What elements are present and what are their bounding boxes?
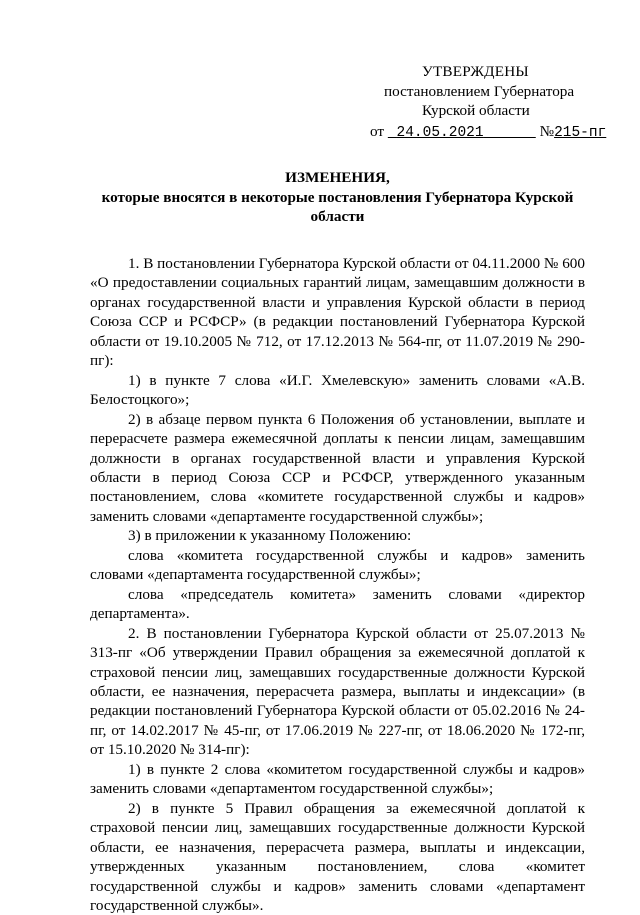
paragraph: 2) в абзаце первом пункта 6 Положения об установлении, выплате и перерасчете размера ежемесячной доплаты к пенсии лицам, замещавшим должности в органах государственной власти и управления Курской области в период Союза ССР и РСФСР, утвержденного указанным постановлением, слова «комитете государственной службы и кадров» заменить словами «департаменте государственной службы»;	[90, 410, 585, 525]
heading-line-2: которые вносятся в некоторые постановления Губернатора Курской области	[101, 188, 574, 225]
paragraph: 3) в приложении к указанному Положению:	[128, 527, 412, 545]
approval-block	[370, 62, 607, 143]
approval-by: постановлением Губернатора	[384, 82, 575, 100]
approval-date-line	[370, 122, 607, 144]
date-prefix: от	[370, 122, 388, 140]
approval-region: Курской области	[422, 102, 530, 119]
approval-date: 24.05.2021	[396, 124, 484, 141]
paragraph: 1) в пункте 2 слова «комитетом государственной службы и кадров» заменить словами «департаментом государственной службы»;	[90, 760, 585, 798]
paragraph: 1. В постановлении Губернатора Курской области от 04.11.2000 № 600 «О предоставлении социальных гарантий лицам, замещавшим должности в органах государственной власти и управления Курской области в период Союза ССР и РСФСР» (в редакции постановлений Губернатора Курской области от 19.10.2005 № 712, от 17.12.2013 № 564-пг, от 11.07.2019 № 290-пг):	[90, 255, 585, 370]
paragraph: 2. В постановлении Губернатора Курской области от 25.07.2013 № 313-пг «Об утверждении Правил обращения за ежемесячной доплатой к страховой пенсии лиц, замещавших государственные должности Курской области, ее назначения, перерасчета размера, выплаты и индексации» (в редакции постановлений Губернатора Курской области от 05.02.2016 № 24-пг, от 14.02.2017 № 45-пг, от 17.06.2019 № 227-пг, от 18.06.2020 № 172-пг, от 15.10.2020 № 314-пг):	[90, 624, 585, 759]
paragraph: 1) в пункте 7 слова «И.Г. Хмелевскую» заменить словами «А.В. Белостоцкого»;	[90, 371, 585, 409]
paragraph: слова «председатель комитета» заменить словами «директор департамента».	[90, 585, 585, 623]
approval-title: УТВЕРЖДЕНЫ	[422, 63, 529, 80]
document-heading	[90, 168, 585, 227]
paragraph: слова «комитета государственной службы и кадров» заменить словами «департамента государственной службы»;	[90, 546, 585, 584]
paragraph: 2) в пункте 5 Правил обращения за ежемесячной доплатой к страховой пенсии лиц, замещавших государственные должности Курской области, ее назначения, перерасчета размера, выплаты и индексации, утвержденных указанным постановлением, слова «комитет государственной службы и кадров» заменить словами «департамент государственной службы».	[90, 799, 585, 914]
heading-line-1: ИЗМЕНЕНИЯ,	[285, 169, 390, 186]
number-prefix: №	[539, 122, 555, 140]
approval-number: 215-пг	[554, 124, 607, 141]
document-body	[90, 254, 585, 915]
